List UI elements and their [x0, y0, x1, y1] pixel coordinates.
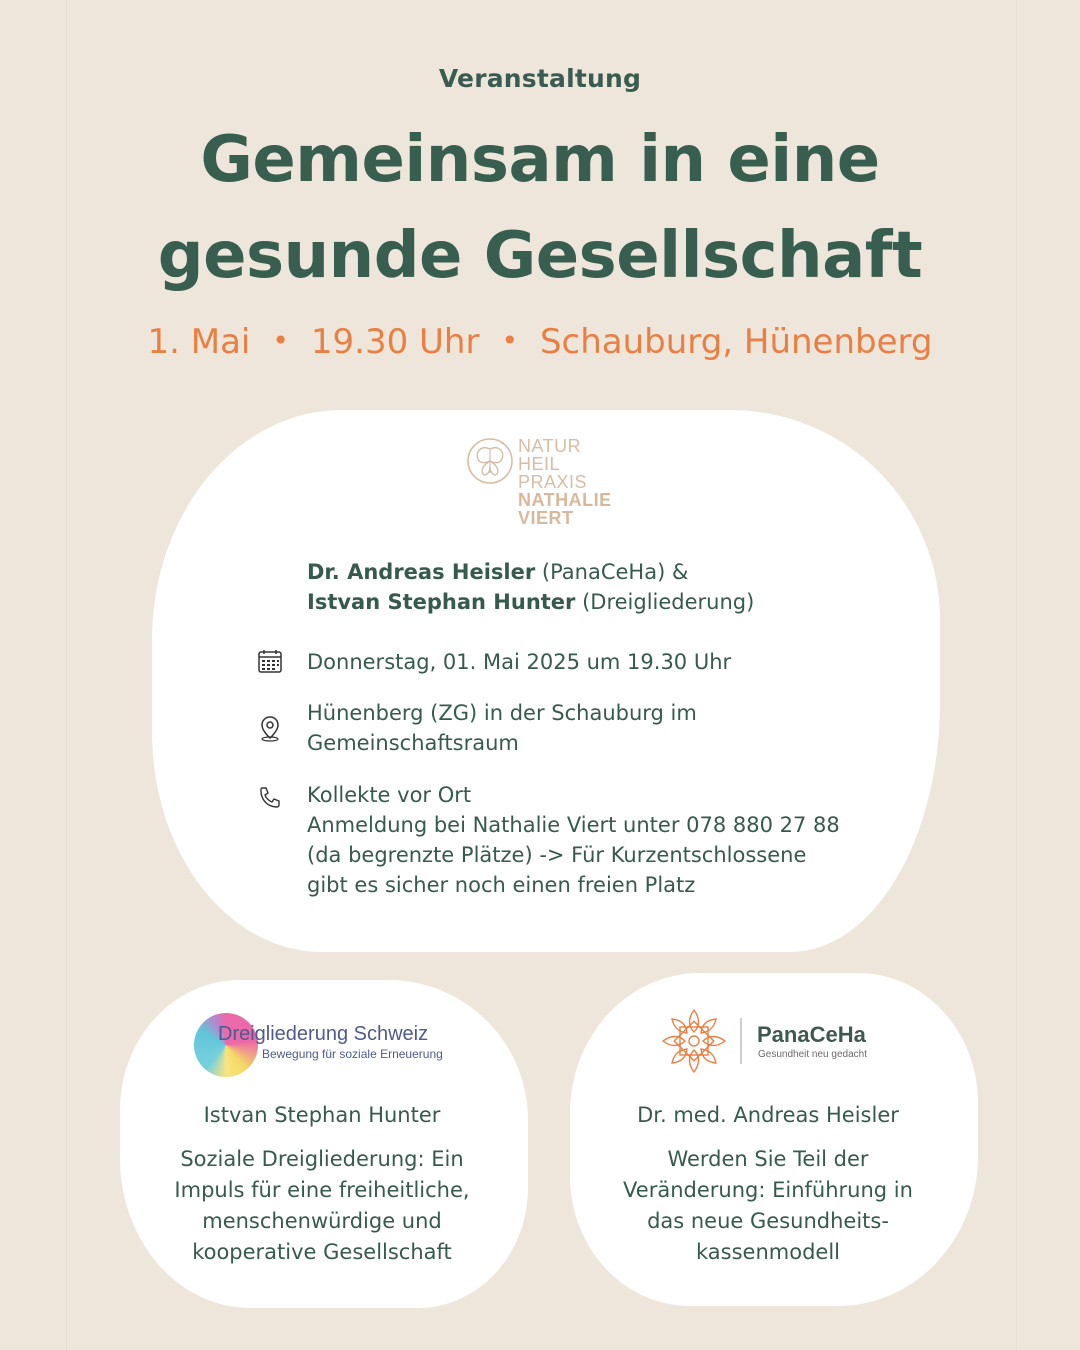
panaceha-logo-subtitle: Gesundheit neu gedacht [758, 1049, 867, 1060]
event-date: 1. Mai [147, 322, 251, 362]
topic-line: Impuls für eine freiheitliche, [174, 1178, 470, 1202]
contact-line: Anmeldung bei Nathalie Viert unter 078 880 27 88 [307, 813, 840, 837]
event-meta [0, 322, 1080, 362]
map-pin-icon [256, 714, 284, 742]
separator-dot: • [501, 324, 518, 357]
location-line: Hünenberg (ZG) in der Schauburg im [307, 701, 697, 725]
event-time: 19.30 Uhr [310, 322, 480, 362]
logo-line: NATUR [518, 436, 582, 456]
event-title [0, 112, 1080, 304]
contact-line: gibt es sicher noch einen freien Platz [307, 873, 696, 897]
title-line-1: Gemeinsam in eine [200, 123, 880, 197]
event-location: Schauburg, Hünenberg [539, 322, 933, 362]
topic-line: kooperative Gesellschaft [192, 1240, 452, 1264]
event-kicker: Veranstaltung [438, 64, 642, 93]
dreigliederung-logo [194, 1013, 443, 1081]
event-location-text [307, 698, 897, 758]
card-right-speaker: Dr. med. Andreas Heisler [637, 1103, 899, 1127]
topic-line: Veränderung: Einführung in [623, 1178, 913, 1202]
speaker-1-org: (PanaCeHa) & [535, 560, 689, 584]
lotus-emblem-icon [662, 1008, 726, 1074]
dreigliederung-logo-subtitle: Bewegung für soziale Erneuerung [262, 1047, 443, 1061]
logo-line: PRAXIS [518, 472, 588, 492]
location-line: Gemeinschaftsraum [307, 731, 519, 755]
topic-line: Werden Sie Teil der [667, 1147, 869, 1171]
logo-divider [740, 1018, 742, 1064]
speaker-1-name: Dr. Andreas Heisler [307, 560, 536, 584]
panaceha-logo [662, 1008, 902, 1078]
speaker-1 [307, 557, 907, 587]
dreigliederung-logo-title: Dreigliederung Schweiz [218, 1023, 429, 1045]
contact-text [307, 780, 897, 900]
naturheilpraxis-logo [466, 435, 636, 535]
phone-icon [256, 784, 284, 812]
topic-line: Soziale Dreigliederung: Ein [180, 1147, 464, 1171]
speaker-2-org: (Dreigliederung) [575, 590, 755, 614]
panaceha-logo-title: PanaCeHa [757, 1022, 866, 1047]
separator-dot: • [272, 324, 289, 357]
speaker-list [307, 557, 907, 617]
calendar-icon [256, 647, 284, 675]
speaker-2-name: Istvan Stephan Hunter [307, 590, 576, 614]
speaker-2 [307, 587, 907, 617]
naturheilpraxis-wordmark [518, 437, 612, 527]
logo-line: HEIL [518, 454, 561, 474]
card-right-topic [590, 1144, 946, 1268]
topic-line: menschenwürdige und [202, 1209, 442, 1233]
logo-name-line: VIERT [518, 508, 574, 528]
contact-line: Kollekte vor Ort [307, 783, 472, 807]
logo-name-line: NATHALIE [518, 490, 612, 510]
topic-line: das neue Gesundheits- [647, 1209, 889, 1233]
card-left-speaker: Istvan Stephan Hunter [203, 1103, 441, 1127]
topic-line: kassenmodell [696, 1240, 840, 1264]
event-date-text: Donnerstag, 01. Mai 2025 um 19.30 Uhr [307, 650, 732, 674]
title-line-2: gesunde Gesellschaft [157, 219, 923, 293]
card-left-topic [140, 1144, 504, 1268]
butterfly-emblem-icon [466, 437, 514, 485]
contact-line: (da begrenzte Plätze) -> Für Kurzentschlossene [307, 843, 807, 867]
